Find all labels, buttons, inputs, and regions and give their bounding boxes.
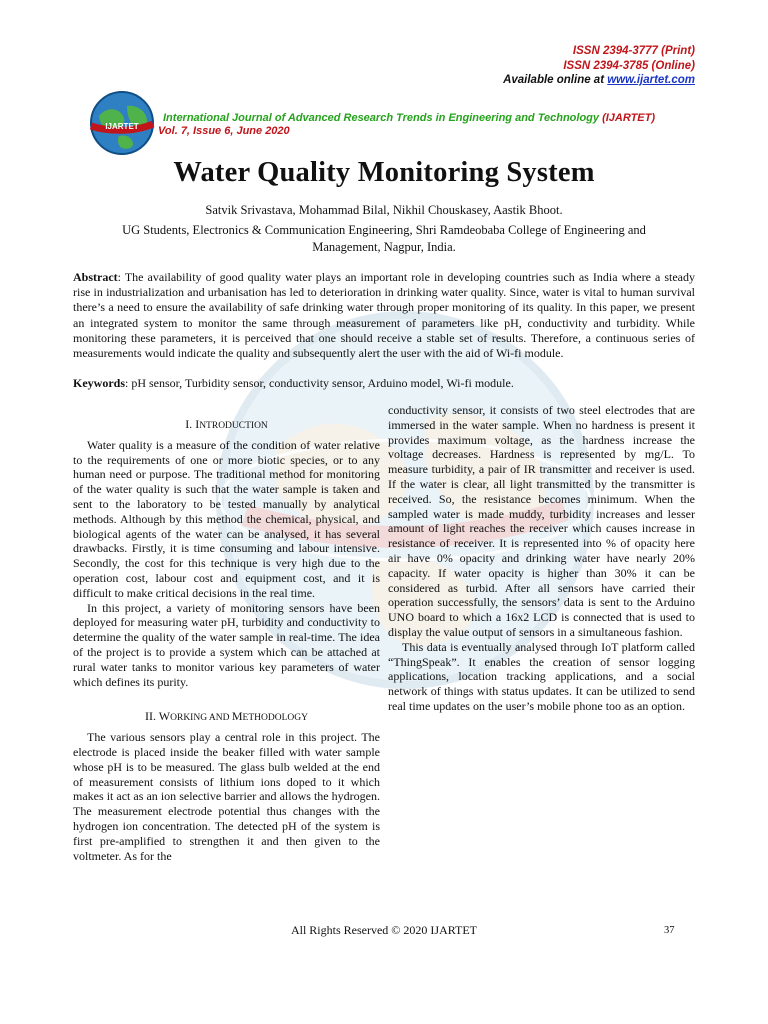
volume-issue: Vol. 7, Issue 6, June 2020	[158, 125, 290, 137]
method-paragraph-3: This data is eventually analysed through IoT platform called “ThingSpeak”. It enables the creation of sensor logging applications, location tracking applications, and a social network of things with status updates. It can be utilized to send real time updates on the user’s mobile phone too as an option.	[388, 639, 695, 713]
keywords	[73, 376, 695, 391]
right-column	[388, 403, 695, 714]
abstract-label: Abstract	[73, 270, 118, 284]
section-heading-introduction	[73, 417, 380, 434]
abstract-text: : The availability of good quality water plays an important role in developing countries such as India where a steady rise in industrialization and urbanisation has led to deterioration in drinking water quality. Since, water is vital to human survival there’s a need to ensure the availability of safe drinking water through proper monitoring of its quality. In this paper, we present an integrated system to monitor the same through measurement of parameters like pH, conductivity and turbidity. While monitoring these parameters, it is perceived that one should receive a stable set of results. Therefore, a continuous series of measurements would indicate the quality and subsequently alert the user with the aid of Wi-fi module.	[73, 270, 695, 361]
issn-block	[503, 44, 695, 88]
heading-rest: ORKING AND	[170, 713, 232, 724]
heading-initial: M	[231, 709, 243, 724]
logo-text: IJARTET	[105, 122, 139, 131]
affiliation: UG Students, Electronics & Communication Engineering, Shri Ramdeobaba College of Engineering and Management, Nagpur, India.	[122, 223, 646, 254]
abstract	[73, 270, 695, 361]
heading-rest: NTRODUCTION	[199, 421, 268, 431]
intro-paragraph-1: Water quality is a measure of the condition of water relative to the requirements of one or more biotic species, or to any human need or purpose. The traditional method for monitoring of the water quality is such that the water sample is taken and sent to the laboratory to be tested manually by analytical methods. Although by this method the chemical, physical, and biological agents of the water can be analysed, it has several drawbacks. Firstly, it is time consuming and labour intensive. Secondly, the cost for this technique is very high due to the operation cost, labour cost and equipment cost, and it is difficult to make critical decisions in the real time.	[73, 437, 380, 600]
heading-rest: ETHODOLOGY	[242, 713, 308, 724]
paper-title: Water Quality Monitoring System	[173, 157, 595, 188]
available-label: Available online at	[503, 74, 608, 86]
issn-print: ISSN 2394-3777 (Print)	[572, 45, 695, 57]
section-spacer	[73, 689, 380, 709]
intro-paragraph-2: In this project, a variety of monitoring sensors have been deployed for measuring water pH, turbidity and conductivity to determine the quality of the water sample in real-time. The idea of the project is to provide a system which can be attached at rural water tanks to monitor various key parameters of water which defines its purity.	[73, 600, 380, 689]
method-paragraph-1: The various sensors play a central role in this project. The electrode is placed inside the beaker filled with water sample whose pH is to be measured. The glass bulb welded at the end of measurement consists of lithium ions doped to it which makes it act as an ion selective barrier and allows the hydrogen. The measurement electrode potential thus changes with the hydrogen ion concentration. The detected pH of the system is first pre-amplified to strengthen it and then given to the voltmeter. As for the	[73, 730, 380, 863]
issn-online: ISSN 2394-3785 (Online)	[563, 59, 695, 72]
left-column	[73, 417, 380, 863]
keywords-label: Keywords	[73, 376, 125, 390]
section-number: I.	[185, 417, 196, 431]
author-list: Satvik Srivastava, Mohammad Bilal, Nikhil Chouskasey, Aastik Bhoot.	[205, 203, 563, 217]
journal-globe-logo-icon	[87, 88, 157, 158]
keywords-text: : pH sensor, Turbidity sensor, conductivity sensor, Arduino model, Wi-fi module.	[125, 376, 514, 390]
availability-line	[503, 73, 695, 88]
journal-name: International Journal of Advanced Research Trends in Engineering and Technology	[163, 112, 603, 124]
copyright-footer: All Rights Reserved © 2020 IJARTET	[290, 923, 478, 937]
heading-initial: I	[195, 417, 200, 431]
page-number: 37	[664, 925, 675, 936]
journal-name-line	[163, 112, 655, 124]
heading-initial: W	[158, 709, 171, 724]
website-link[interactable]: www.ijartet.com	[607, 74, 695, 86]
section-heading-methodology	[73, 709, 380, 726]
method-paragraph-2: conductivity sensor, it consists of two steel electrodes that are immersed in the water sample. When no hardness is present it provides maximum voltage, as the hardness increase the voltage decreases. Hardness is represented by mg/L. To measure turbidity, a pair of IR transmitter and receiver is used. If the water is clear, all light transmitted by the transmitter is received. So, the resistance becomes minimum. When the sampled water is made muddy, turbidity increases and lesser amount of light reaches the receiver which causes increase in resistance of receiver. It is represented into % of opacity here air have 0% opacity and drinking water have nearly 20% capacity. If water opacity is higher than 30% it can be considered as turbid. After all sensors have carried their operation successfully, the sensors’ data is sent to the Arduino UNO board to which a 16x2 LCD is connected that is used to display the value output of sensors in a simultaneous fashion.	[388, 403, 695, 639]
section-number: II.	[145, 709, 159, 724]
journal-abbrev: (IJARTET)	[602, 112, 656, 124]
